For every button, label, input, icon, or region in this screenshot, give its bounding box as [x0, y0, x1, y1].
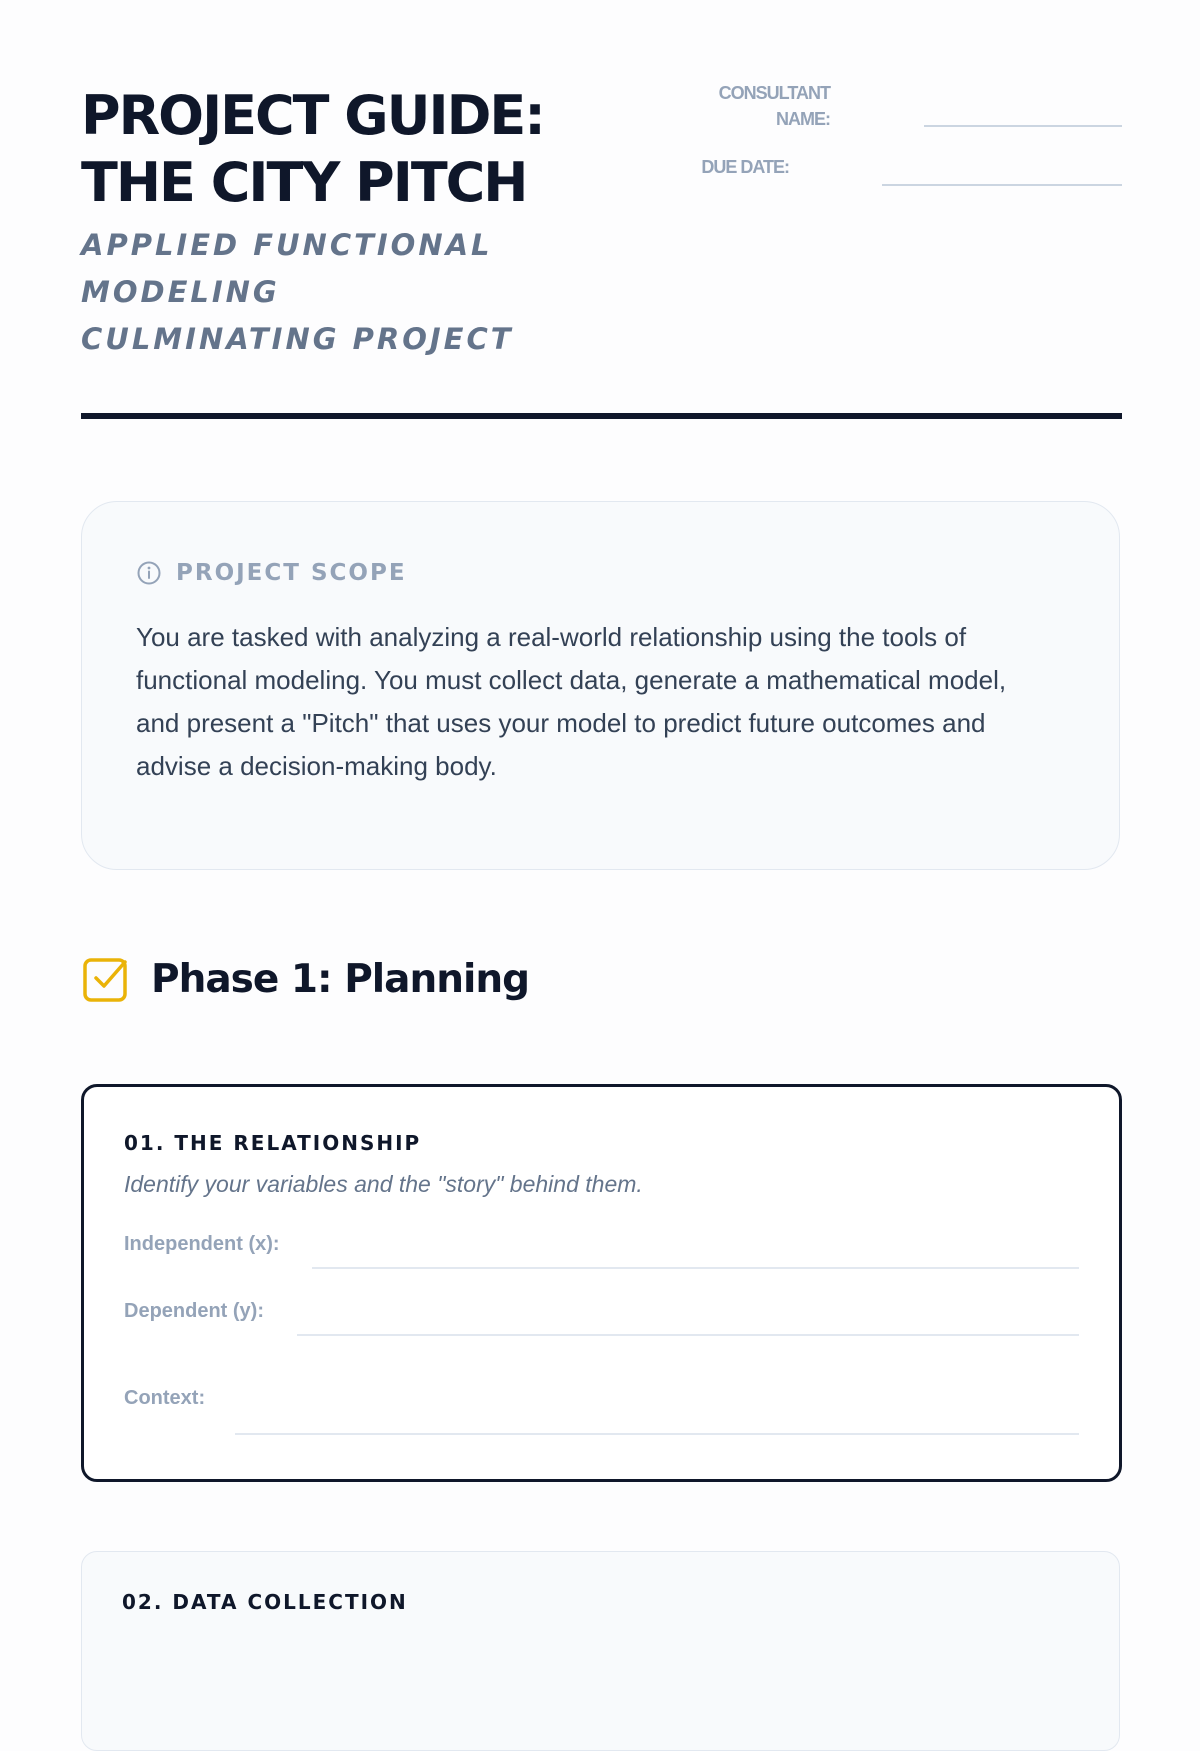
- phase-1-title: Phase 1: Planning: [151, 956, 530, 1002]
- project-scope-box: [81, 501, 1120, 870]
- context-label: Context:: [124, 1387, 206, 1409]
- data-collection-card: [81, 1551, 1120, 1751]
- due-date-label: DUE DATE:: [701, 157, 789, 177]
- info-icon: [136, 560, 162, 586]
- dependent-variable-line[interactable]: [297, 1334, 1079, 1336]
- page-header: [81, 0, 1122, 420]
- context-line[interactable]: [235, 1433, 1079, 1435]
- relationship-card: [81, 1084, 1122, 1482]
- due-date-line[interactable]: [882, 184, 1122, 186]
- dependent-variable-field[interactable]: [124, 1300, 1079, 1340]
- project-scope-title: PROJECT SCOPE: [176, 560, 407, 586]
- consultant-name-label: CONSULTANT NAME:: [718, 83, 830, 129]
- header-divider: [81, 413, 1122, 419]
- due-date-field[interactable]: [681, 152, 1122, 192]
- project-scope-text: You are tasked with analyzing a real-world relationship using the tools of functional modeling. You must collect data, generate a mathematical model, and present a "Pitch" that uses your model to predict future outcomes and advise a decision-making body.: [136, 622, 1007, 781]
- independent-variable-field[interactable]: [124, 1233, 1079, 1273]
- independent-variable-line[interactable]: [312, 1267, 1079, 1269]
- relationship-card-description: Identify your variables and the "story" behind them.: [124, 1171, 643, 1197]
- checkbox-icon: [81, 954, 131, 1004]
- page-subtitle: APPLIED FUNCTIONAL MODELING CULMINATING PROJECT: [81, 228, 514, 356]
- project-scope-header: [136, 558, 407, 588]
- phase-1-heading: [81, 951, 529, 1007]
- independent-variable-label: Independent (x):: [124, 1233, 280, 1255]
- consultant-name-field[interactable]: [681, 80, 1122, 130]
- dependent-variable-label: Dependent (y):: [124, 1300, 264, 1322]
- context-field[interactable]: [124, 1387, 1079, 1437]
- consultant-name-line[interactable]: [924, 125, 1122, 127]
- relationship-card-title: 01. THE RELATIONSHIP: [124, 1131, 422, 1155]
- data-collection-card-title: 02. DATA COLLECTION: [122, 1590, 408, 1614]
- page-title: PROJECT GUIDE: THE CITY PITCH: [81, 84, 544, 214]
